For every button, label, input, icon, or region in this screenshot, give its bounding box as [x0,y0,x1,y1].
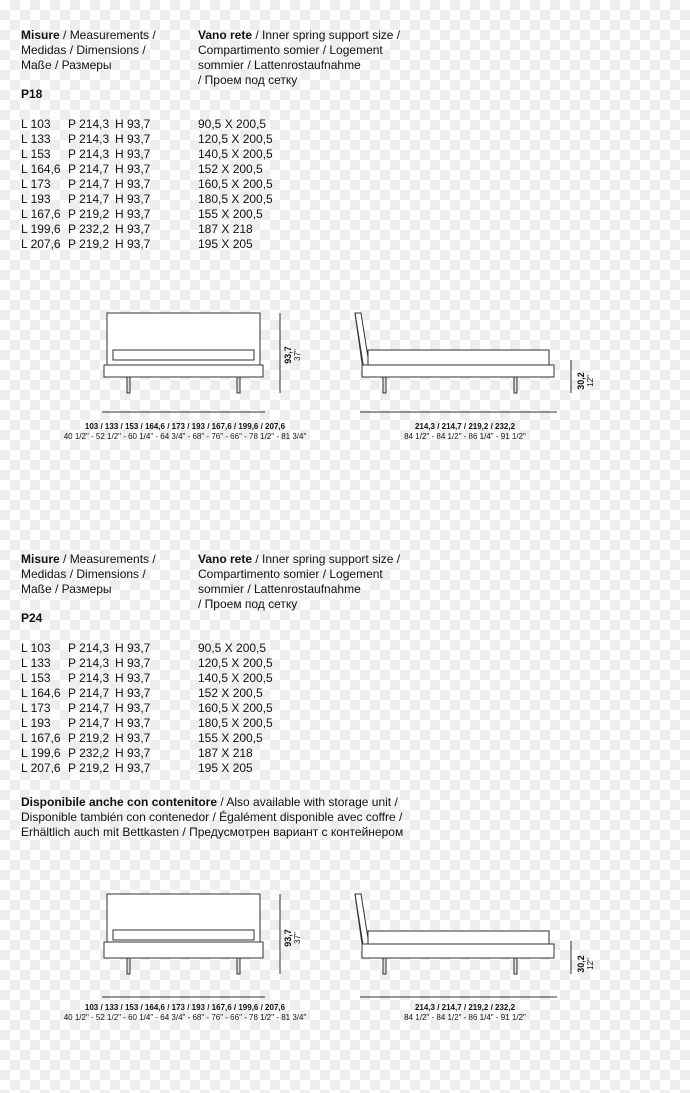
bed-storage-technical-drawing [0,889,690,1039]
side-depth-dimension: 214,3 / 214,7 / 219,2 / 232,2 84 1/2" - 84 1/2" - 86 1/4" - 91 1/2" [404,1003,526,1022]
side-height-dimension: 30,2 12" [576,955,595,973]
front-view-drawing [102,313,280,412]
front-width-dimension: 103 / 133 / 153 / 164,6 / 173 / 193 / 167,6 / 199,6 / 207,6 40 1/2" - 52 1/2" - 60 1/4" - 64 3/4" - 68" - 76" - 66" - 78 1/2" - 81 3/4" [63,1003,307,1022]
side-view-drawing [355,313,571,412]
spec-section-p24: Misure / Measurements / Medidas / Dimensions / Maße / Размеры Vano rete / Inner spring support size / Compartimento somier / Logement sommier / Lattenrostaufnahme / Проем под сетку P24 L 103 P 214,3 H 93,7 90,5 X 200,5 L 133 P 214,3 H 93,7 120,5 X 200,5 L 153 P 214,3 H 93,7 140,5 X 200,5 L 164,6 P 214,7 H 93,7 152 X 200,5 L 173 P 214,7 H 93,7 160,5 X 200,5 L 193 P 214,7 H 93,7 180,5 X 200,5 L 167,6 P 219,2 H 93,7 155 X 200,5 L 199,6 P 232,2 H 93,7 187 X 218 L 207,6 P 219,2 H 93,7 195 X 205 Disponibile anche con contenitore / Also available with storage unit / Disponible también con contenedor / Égalément disponible avec coffre / Erhältlich auch mit Bettkasten / Предусмотрен вариант с контейнером 93,7 37" 30,2 12" 103 / 133 / 153 / 164,6 / 173 / 193 / 167,6 / 199,6 / 207,6 40 1/2" - 52 1/2" - 60 1/4" - 64 3/4" - 68" - 76" - 66" - 78 1/2" - 81 3/4" 214,3 / 214,7 / 219,2 / 232,2 84 1/2" - 84 1/2" - 86 1/4" - 91 1/2" [0,524,690,1093]
side-view-drawing [355,894,571,997]
spec-section-p18: Misure / Measurements / Medidas / Dimensions / Maße / Размеры Vano rete / Inner spring support size / Compartimento somier / Logement sommier / Lattenrostaufnahme / Проем под сетку P18 L 103 P 214,3 H 93,7 90,5 X 200,5 L 133 P 214,3 H 93,7 120,5 X 200,5 L 153 P 214,3 H 93,7 140,5 X 200,5 L 164,6 P 214,7 H 93,7 152 X 200,5 L 173 P 214,7 H 93,7 160,5 X 200,5 L 193 P 214,7 H 93,7 180,5 X 200,5 L 167,6 P 219,2 H 93,7 155 X 200,5 L 199,6 P 232,2 H 93,7 187 X 218 L 207,6 P 219,2 H 93,7 195 X 205 93,7 37" 30,2 12" 103 / 133 / 153 / 164,6 / 173 / 193 / 167,6 / 199,6 / 207,6 40 1/2" - 52 1/2" - 60 1/4" - 64 3/4" - 68" - 76" - 66" - 78 1/2" - 81 3/4" 214,3 / 214,7 / 219,2 / 232,2 84 1/2" - 84 1/2" - 86 1/4" - 91 1/2" [0,0,690,520]
front-height-dimension: 93,7 37" [283,929,302,947]
spring-support-heading: Vano rete / Inner spring support size / Compartimento somier / Logement sommier / Lattenrostaufnahme / Проем под сетку [198,28,401,87]
model-label: P18 [21,87,43,101]
measurements-heading: Misure / Measurements / Medidas / Dimensions / Maße / Размеры [21,28,156,72]
storage-unit-note: Disponibile anche con contenitore / Also available with storage unit / Disponible también con contenedor / Égalément disponible avec coffre / Erhältlich auch mit Bettkasten / Предусмотрен вариант с контейнером [21,795,404,839]
side-height-dimension: 30,2 12" [576,372,595,390]
front-view-drawing [102,894,280,997]
model-label: P24 [21,611,43,625]
bed-technical-drawing [0,300,690,450]
front-height-dimension: 93,7 37" [283,346,302,364]
front-width-dimension: 103 / 133 / 153 / 164,6 / 173 / 193 / 167,6 / 199,6 / 207,6 40 1/2" - 52 1/2" - 60 1/4" - 64 3/4" - 68" - 76" - 66" - 78 1/2" - 81 3/4" [63,422,307,441]
measurements-heading: Misure / Measurements / Medidas / Dimensions / Maße / Размеры [21,552,156,596]
side-depth-dimension: 214,3 / 214,7 / 219,2 / 232,2 84 1/2" - 84 1/2" - 86 1/4" - 91 1/2" [404,422,526,441]
spring-support-heading: Vano rete / Inner spring support size / Compartimento somier / Logement sommier / Lattenrostaufnahme / Проем под сетку [198,552,401,611]
